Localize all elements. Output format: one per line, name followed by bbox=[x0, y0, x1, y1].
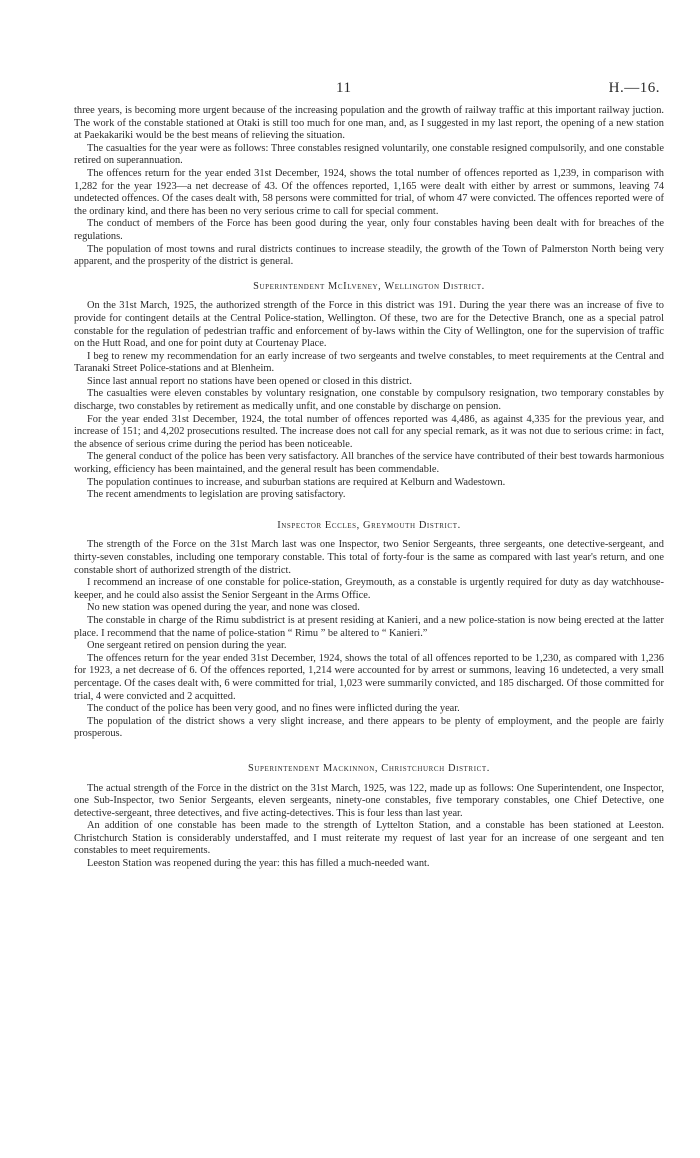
paragraph: The actual strength of the Force in the district on the 31st March, 1925, was 122, made up as follows: One Superintendent, one Inspector, one Sub-Inspector, two Senior Sergeants, eleven sergeants, ninety-one constables, five temporary constables, one Chief Detective, one detective-sergeant, three detectives, and five acting-detectives. This is four less than last year. bbox=[74, 782, 664, 819]
paragraph: Since last annual report no stations have been opened or closed in this district. bbox=[87, 375, 412, 387]
section-heading-wellington: Superintendent McIlveney, Wellington District. bbox=[253, 280, 485, 292]
paragraph: The population continues to increase, and suburban stations are required at Kelburn and Wadestown. bbox=[87, 476, 506, 488]
paragraph: An addition of one constable has been made to the strength of Lyttelton Station, and a constable has been stationed at Leeston. Christchurch Station is considerably understaffed, and I must reiterate my request of last year for an increase of one sergeant and ten constables to meet requirements. bbox=[74, 820, 664, 857]
section-heading-christchurch: Superintendent Mackinnon, Christchurch District. bbox=[248, 762, 490, 774]
paragraph: Leeston Station was reopened during the year: this has filled a much-needed want. bbox=[87, 858, 430, 870]
paragraph: The population of most towns and rural districts continues to increase steadily, the growth of the Town of Palmerston North being very apparent, and the prosperity of the district is general. bbox=[74, 243, 664, 268]
paragraph: The strength of the Force on the 31st March last was one Inspector, two Senior Sergeants, three sergeants, one detective-sergeant, and thirty-seven constables, including one temporary constable. This total of forty-four is the same as compared with last year's return, and one constable short of authorized strength of the district. bbox=[74, 539, 664, 576]
paragraph: For the year ended 31st December, 1924, the total number of offences reported was 4,486, as against 4,335 for the previous year, and increase of 151; and 4,202 prosecutions resulted. The increase does not call for any special remark, as it was not due to serious crime: in fact, the absence of serious crime during the period has been noticeable. bbox=[74, 413, 664, 450]
paragraph: The constable in charge of the Rimu subdistrict is at present residing at Kanieri, and a new police-station is now being erected at the latter place. I recommend that the name of police-station “ Rimu ” be altered to “ Kanieri.” bbox=[74, 614, 664, 639]
paragraph: The recent amendments to legislation are proving satisfactory. bbox=[87, 489, 346, 501]
paragraph: The offences return for the year ended 31st December, 1924, shows the total number of offences reported as 1,239, in comparison with 1,282 for the year 1923—a net decrease of 43. Of the offences reported, 1,165 were dealt with either by arrest or summons, leaving 74 undetected offences. Of the cases dealt with, 58 persons were committed for trial, of whom 47 were convicted. The offences reported were of the ordinary kind, and there has been no very serious crime to call for special comment. bbox=[74, 167, 664, 217]
page-number: 11 bbox=[336, 80, 352, 96]
document-reference: H.—16. bbox=[608, 80, 660, 96]
paragraph: three years, is becoming more urgent because of the increasing population and the growth of railway traffic at this important railway juction. The work of the constable stationed at Otaki is still too much for one man, and, as I suggested in my last report, the opening of a new station at Paekakariki would be the best means of relieving the situation. bbox=[74, 105, 664, 142]
paragraph: The conduct of members of the Force has been good during the year, only four constables having been dealt with for breaches of the regulations. bbox=[74, 218, 664, 242]
paragraph: The casualties were eleven constables by voluntary resignation, one constable by compulsory resignation, two temporary constables by discharge, two constables by retirement as medically unfit, and one constable by discharge on pension. bbox=[74, 388, 664, 413]
section-heading-greymouth: Inspector Eccles, Greymouth District. bbox=[277, 519, 461, 531]
report-body bbox=[74, 105, 664, 871]
paragraph: I beg to renew my recommendation for an early increase of two sergeants and twelve constables, to meet requirements at the Central and Taranaki Street Police-stations and at Blenheim. bbox=[74, 350, 664, 375]
paragraph: I recommend an increase of one constable for police-station, Greymouth, as a constable is urgently required for duty as day watchhouse-keeper, and he could also assist the Senior Sergeant in the Arms Office. bbox=[74, 577, 664, 601]
paragraph: The population of the district shows a very slight increase, and there appears to be plenty of employment, and the people are fairly prosperous. bbox=[74, 715, 664, 740]
paragraph: The casualties for the year were as follows: Three constables resigned voluntarily, one constable resigned compulsorily, and one constable retired on superannuation. bbox=[74, 142, 664, 167]
paragraph: On the 31st March, 1925, the authorized strength of the Force in this district was 191. During the year there was an increase of five to provide for contingent details at the Central Police-station, Wellington. Of these, two are for the Detective Branch, one as a special patrol constable for the regulation of pedestrian traffic and enforcement of by-laws within the City of Wellington, one for the supervision of traffic on the Hutt Road, and one for point duty at Courtenay Place. bbox=[74, 300, 664, 350]
paragraph: The general conduct of the police has been very satisfactory. All branches of the service have contributed of their best towards harmonious working, efficiency has been maintained, and the general result has been commendable. bbox=[74, 451, 664, 476]
paragraph: The conduct of the police has been very good, and no fines were inflicted during the year. bbox=[87, 703, 460, 715]
paragraph: The offences return for the year ended 31st December, 1924, shows the total of all offences reported to be 1,230, as compared with 1,236 for 1923, a net decrease of 6. Of the offences reported, 1,214 were accounted for by arrest or summons, leaving 16 undetected, a very small percentage. Of the cases dealt with, 6 were committed for trial, 1,023 were summarily convicted, and 185 discharged. Of those committed for trial, 4 were convicted and 2 acquitted. bbox=[74, 652, 664, 702]
paragraph: No new station was opened during the year, and none was closed. bbox=[87, 602, 360, 614]
paragraph: One sergeant retired on pension during the year. bbox=[87, 640, 287, 652]
